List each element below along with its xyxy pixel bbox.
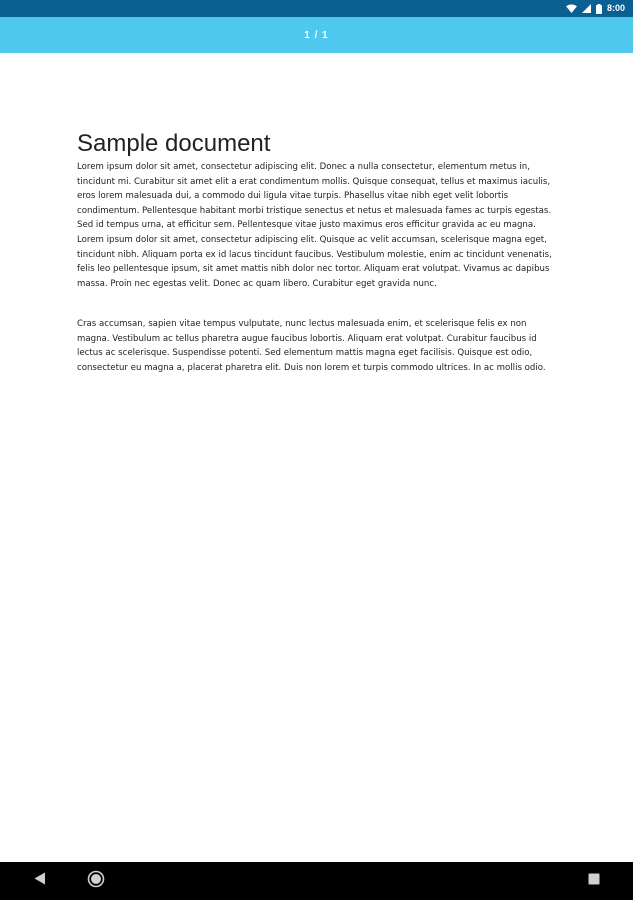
top-toolbar — [0, 17, 633, 53]
status-bar — [0, 0, 633, 17]
wifi-icon — [566, 4, 577, 13]
recents-icon — [588, 872, 600, 890]
back-icon — [34, 872, 46, 890]
home-button[interactable] — [84, 862, 108, 900]
battery-icon — [596, 4, 602, 14]
document-page[interactable] — [0, 53, 633, 862]
status-time: 8:00 — [606, 3, 625, 13]
document-paragraph: Lorem ipsum dolor sit amet, consectetur adipiscing elit. Donec a nulla consectetur, elementum metus in, tincidunt mi. Curabitur sit amet elit a erat condimentum mollis. Quisque consequat, tellus et maximus iaculis, eros lorem malesuada dui, a commodo dui ligula vitae turpis. Phasellus vitae nibh eget velit lobortis condimentum. Pellentesque habitant morbi tristique senectus et netus et malesuada fames ac turpis egestas. Sed id tempus urna, at efficitur sem. Pellentesque vitae justo maximus eros efficitur gravida ac eu magna. Lorem ipsum dolor sit amet, consectetur adipiscing elit. Quisque ac velit accumsan, scelerisque magna eget, tincidunt nibh. Aliquam porta ex id lacus tincidunt faucibus. Vestibulum molestie, enim ac tincidunt venenatis, felis leo pellentesque ipsum, sit amet mattis nibh dolor nec tortor. Aliquam erat volutpat. Vivamus ac dapibus massa. Proin nec egestas velit. Donec ac quam libero. Curabitur eget gravida nunc. — [77, 162, 552, 289]
document-paragraph: Cras accumsan, sapien vitae tempus vulputate, nunc lectus malesuada enim, et scelerisque felis ex non magna. Vestibulum ac tellus pharetra augue faucibus lobortis. Aliquam erat volutpat. Curabitur faucibus id lectus ac scelerisque. Suspendisse potenti. Sed elementum mattis magna eget facilisis. Quisque est odio, consectetur eu magna a, placerat pharetra elit. Duis non lorem et turpis commodo ultrices. In ac mollis odio. — [77, 319, 546, 373]
back-button[interactable] — [28, 862, 52, 900]
recents-button[interactable] — [582, 862, 606, 900]
navigation-bar — [0, 862, 633, 900]
status-icons — [566, 0, 625, 17]
signal-icon — [582, 4, 591, 13]
document-title: Sample document — [77, 130, 271, 157]
home-icon — [87, 870, 105, 893]
page-indicator: 1 / 1 — [304, 29, 329, 41]
